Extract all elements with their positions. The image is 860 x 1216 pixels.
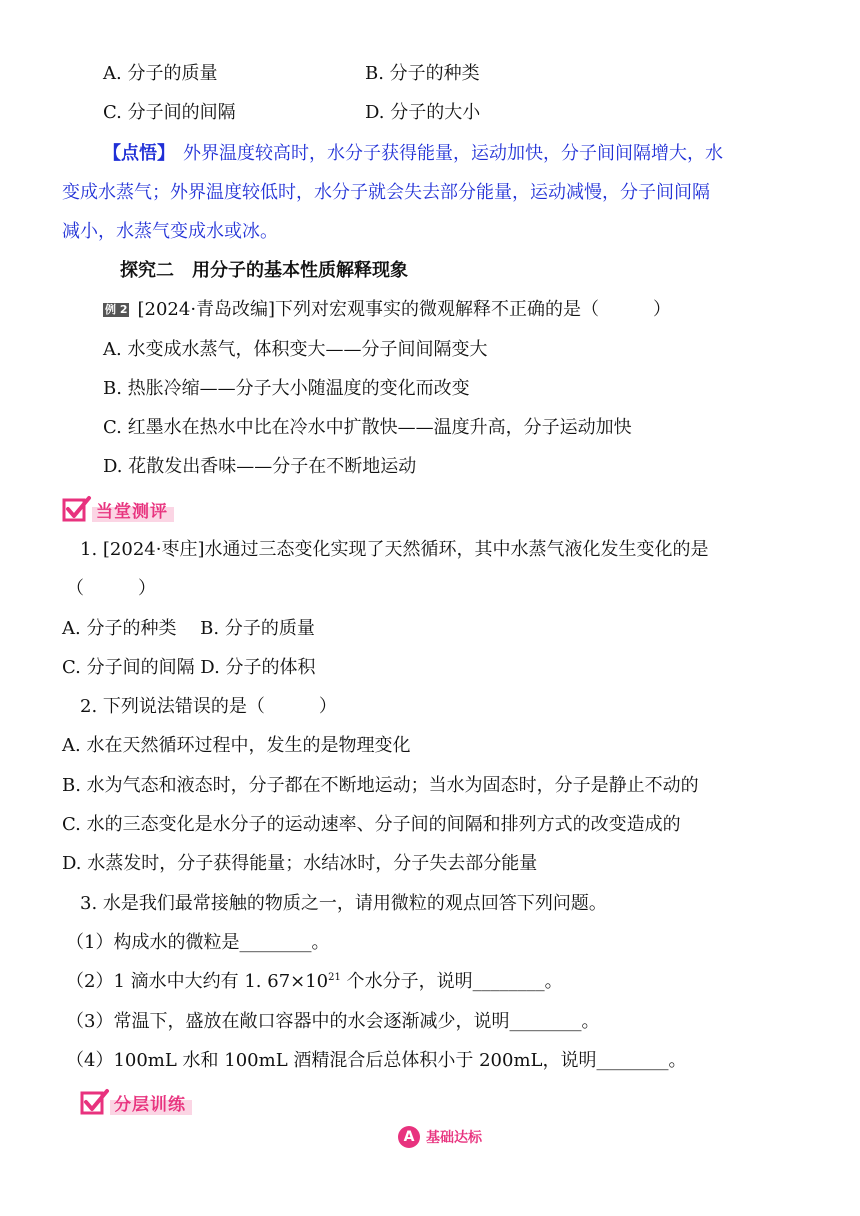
q1-options-ab: A. 分子的种类 B. 分子的质量 <box>62 618 315 639</box>
q3-part-2-post: 个水分子，说明________。 <box>340 971 563 992</box>
check-box-icon <box>62 495 92 523</box>
q3-part-4: （4）100mL 水和 100mL 酒精混合后总体积小于 200mL，说明________。 <box>66 1050 687 1071</box>
q3-stem: 3. 水是我们最常接触的物质之一，请用微粒的观点回答下列问题。 <box>80 893 607 914</box>
level-a-header <box>398 1126 482 1148</box>
option-b: B. 分子的种类 <box>365 63 480 84</box>
option-d: D. 分子的大小 <box>365 102 481 123</box>
example-option-d: D. 花散发出香味——分子在不断地运动 <box>103 456 417 477</box>
level-badge: A <box>398 1126 420 1148</box>
example-stem: [2024·青岛改编]下列对宏观事实的微观解释不正确的是（ ） <box>137 299 672 320</box>
q3-part-1: （1）构成水的微粒是________。 <box>66 932 330 953</box>
level-title: 基础达标 <box>426 1130 482 1146</box>
q2-option-a: A. 水在天然循环过程中，发生的是物理变化 <box>62 735 411 756</box>
q2-stem: 2. 下列说法错误的是（ ） <box>80 696 337 717</box>
q2-option-d: D. 水蒸发时，分子获得能量；水结冰时，分子失去部分能量 <box>62 853 538 874</box>
example-option-c: C. 红墨水在热水中比在冷水中扩散快——温度升高，分子运动加快 <box>103 417 632 438</box>
q1-stem: 1. [2024·枣庄]水通过三态变化实现了天然循环，其中水蒸气液化发生变化的是 <box>80 539 709 560</box>
section-title: 分层训练 <box>110 1090 192 1115</box>
q2-option-b: B. 水为气态和液态时，分子都在不断地运动；当水为固态时，分子是静止不动的 <box>62 775 699 796</box>
hint-line-3: 减小，水蒸气变成水或冰。 <box>62 221 278 242</box>
hint-line-1 <box>103 142 723 166</box>
explore-title: 探究二 用分子的基本性质解释现象 <box>120 260 408 281</box>
option-c: C. 分子间的间隔 <box>103 102 236 123</box>
q1-paren: （ ） <box>66 578 156 599</box>
section-title: 当堂测评 <box>92 497 174 522</box>
hint-text-1: 外界温度较高时，水分子获得能量，运动加快，分子间间隔增大，水 <box>183 143 723 164</box>
example-badge: 例 2 <box>105 303 128 316</box>
section-header-test <box>62 494 174 524</box>
q3-part-2-pre: （2）1 滴水中大约有 1. 67×10 <box>66 971 329 992</box>
q3-part-3: （3）常温下，盛放在敞口容器中的水会逐渐减少，说明________。 <box>66 1011 600 1032</box>
example-option-b: B. 热胀冷缩——分子大小随温度的变化而改变 <box>103 378 470 399</box>
q1-options-cd: C. 分子间的间隔 D. 分子的体积 <box>62 657 316 678</box>
q3-part-2 <box>66 970 563 994</box>
example-question <box>103 298 671 322</box>
q2-option-c: C. 水的三态变化是水分子的运动速率、分子间的间隔和排列方式的改变造成的 <box>62 814 681 835</box>
hint-line-2: 变成水蒸气；外界温度较低时，水分子就会失去部分能量，运动减慢，分子间间隔 <box>62 182 710 203</box>
q3-part-2-exponent: 21 <box>328 972 341 983</box>
option-a: A. 分子的质量 <box>103 63 218 84</box>
check-box-icon <box>80 1088 110 1116</box>
hint-label: 【点悟】 <box>103 143 175 164</box>
section-header-training <box>80 1087 192 1117</box>
example-option-a: A. 水变成水蒸气，体积变大——分子间间隔变大 <box>103 339 488 360</box>
